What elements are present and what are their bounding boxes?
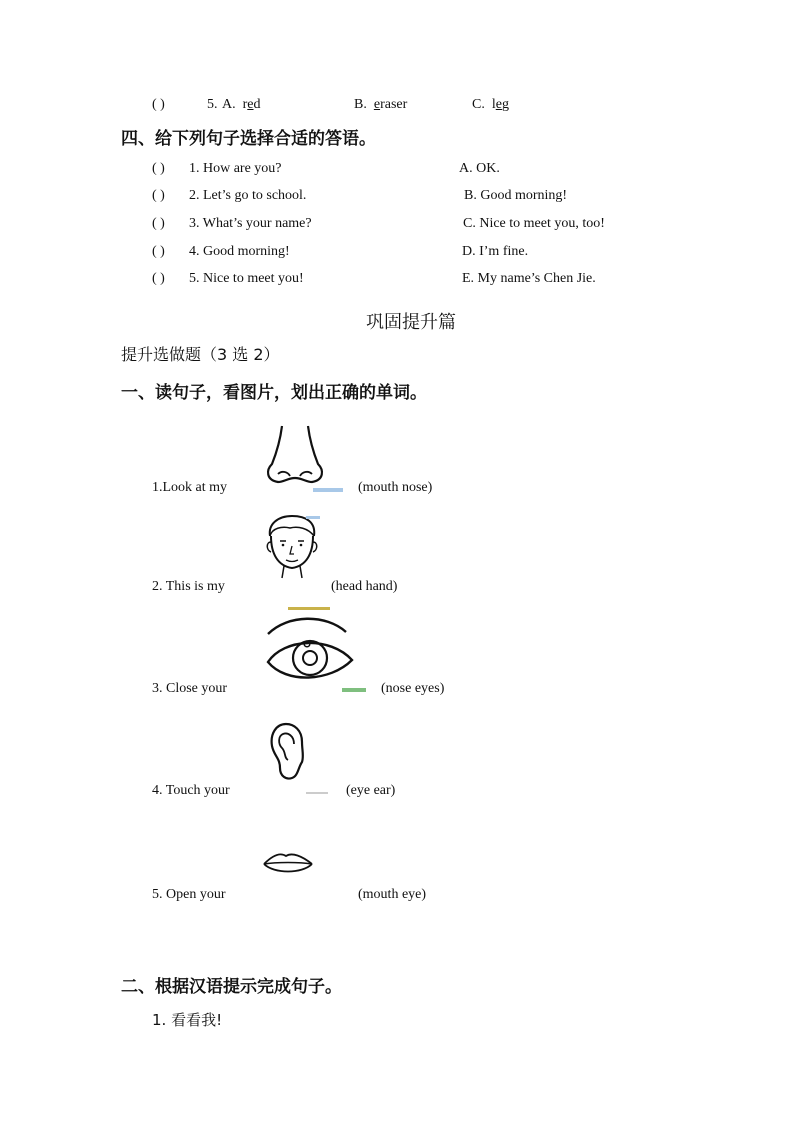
s1-item5-choices[interactable]: (mouth eye): [358, 887, 427, 902]
s4-q1-paren[interactable]: ( ): [152, 161, 165, 176]
top-item-option-a: [222, 97, 261, 113]
s1-item4-choices[interactable]: (eye ear): [346, 783, 396, 798]
subtitle: 提升选做题（3 选 2）: [121, 345, 280, 364]
section1-title: 一、读句子，看图片，划出正确的单词。: [121, 383, 427, 403]
word-part: l: [491, 97, 496, 112]
s1-item2-prompt: 2. This is my: [152, 579, 225, 594]
watermark-mark: [313, 488, 343, 492]
s2-item1-text: 1. 看看我!: [152, 1011, 223, 1029]
s1-item4-prompt: 4. Touch your: [152, 783, 230, 798]
nose-picture: [262, 424, 328, 486]
s4-q4-paren[interactable]: ( ): [152, 244, 165, 259]
top-item-number: 5.: [207, 97, 218, 112]
watermark-mark: [342, 688, 366, 692]
s1-item2-choices[interactable]: (head hand): [331, 579, 398, 594]
top-item-paren[interactable]: ( ): [152, 97, 165, 112]
watermark-mark: [306, 516, 320, 519]
eye-picture: [264, 612, 356, 684]
underlined-letter: e: [247, 97, 254, 112]
s4-q5-text: 5. Nice to meet you!: [189, 271, 304, 286]
underlined-letter: e: [373, 97, 381, 112]
s4-q3-text: 3. What’s your name?: [189, 216, 312, 231]
section2-title: 二、根据汉语提示完成句子。: [121, 977, 342, 997]
s4-q3-paren[interactable]: ( ): [152, 216, 165, 231]
word-part: r: [242, 97, 248, 112]
word-part: g: [501, 97, 509, 112]
s4-q3-answer: C. Nice to meet you, too!: [463, 216, 605, 231]
watermark-mark: [288, 607, 330, 610]
top-item-option-b: [354, 97, 407, 113]
watermark-mark: [306, 792, 328, 794]
s1-item3-choices[interactable]: (nose eyes): [381, 681, 445, 696]
s4-q4-text: 4. Good morning!: [189, 244, 290, 259]
s1-item1-choices[interactable]: (mouth nose): [358, 480, 433, 495]
underlined-letter: e: [495, 97, 502, 112]
option-label: C.: [472, 97, 485, 112]
s1-item5-prompt: 5. Open your: [152, 887, 226, 902]
head-picture: [262, 514, 324, 580]
ear-picture: [268, 722, 310, 782]
s4-q4-answer: D. I’m fine.: [462, 244, 529, 259]
part-title: 巩固提升篇: [366, 312, 456, 333]
s4-q5-answer: E. My name’s Chen Jie.: [462, 271, 596, 286]
option-label: A.: [222, 97, 236, 112]
word-part: raser: [380, 97, 408, 112]
section4-title: 四、给下列句子选择合适的答语。: [121, 129, 376, 149]
option-label: B.: [354, 97, 367, 112]
s4-q1-answer: A. OK.: [459, 161, 500, 176]
s1-item1-prompt: 1.Look at my: [152, 480, 228, 495]
s4-q2-text: 2. Let’s go to school.: [189, 188, 307, 203]
s1-item3-prompt: 3. Close your: [152, 681, 228, 696]
mouth-picture: [262, 850, 314, 878]
word-part: d: [253, 97, 261, 112]
s4-q2-answer: B. Good morning!: [464, 188, 568, 203]
top-item-option-c: [472, 97, 509, 113]
s4-q5-paren[interactable]: ( ): [152, 271, 165, 286]
s4-q1-text: 1. How are you?: [189, 161, 282, 176]
s4-q2-paren[interactable]: ( ): [152, 188, 165, 203]
